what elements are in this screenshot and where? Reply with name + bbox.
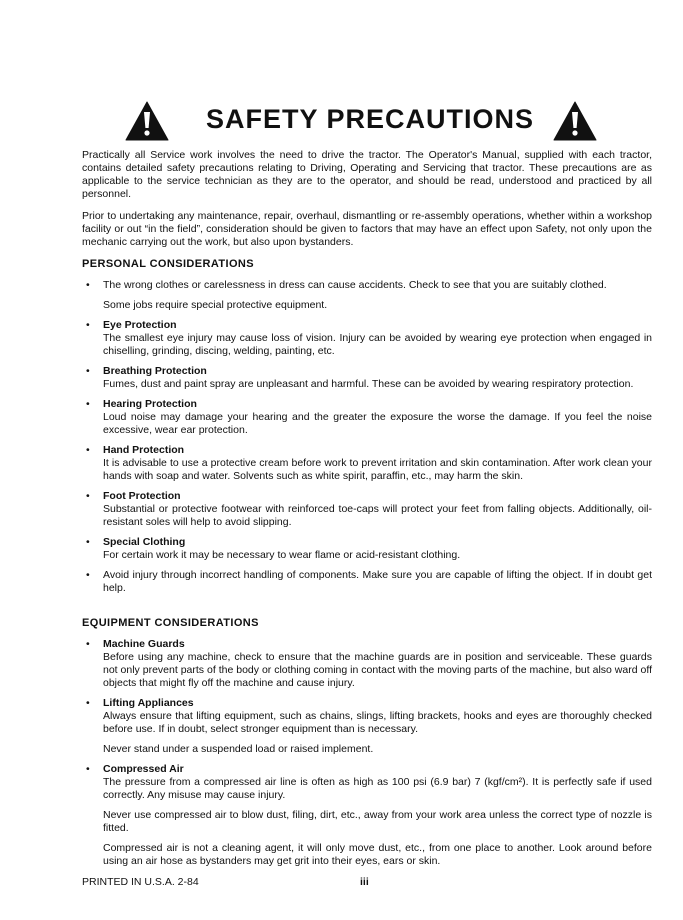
item-title: Compressed Air — [103, 763, 184, 775]
list-item — [82, 319, 652, 358]
bullet-icon: • — [86, 490, 90, 502]
document-body — [82, 149, 652, 875]
list-item — [82, 490, 652, 529]
item-note: Never use compressed air to blow dust, filing, dirt, etc., away from your work area unless the correct type of nozzle is fitted. — [103, 809, 652, 834]
list-item — [82, 279, 652, 312]
bullet-icon: • — [86, 319, 90, 331]
intro-paragraph: Practically all Service work involves the need to drive the tractor. The Operator's Manual, supplied with each tractor, contains detailed safety precautions relating to Driving, Operating and Servicing that tractor. These precautions are as applicable to the service technician as they are to the operator, and should be read, understood and practiced by all personnel. — [82, 149, 652, 200]
bullet-icon: • — [86, 638, 90, 650]
item-text: The pressure from a compressed air line is often as high as 100 psi (6.9 bar) 7 (kgf/cm²). It is perfectly safe if used correctly. Any misuse may cause injury. — [103, 776, 652, 801]
item-note: Compressed air is not a cleaning agent, it will only move dust, etc., from one place to another. Look around before using an air hose as bystanders may get grit into their eyes, ears or skin. — [103, 842, 652, 867]
bullet-icon: • — [86, 697, 90, 709]
item-title: Foot Protection — [103, 490, 181, 502]
item-text: For certain work it may be necessary to wear flame or acid-resistant clothing. — [103, 549, 461, 561]
item-note: Never stand under a suspended load or raised implement. — [103, 743, 374, 755]
warning-triangle-icon — [553, 101, 597, 141]
item-title: Eye Protection — [103, 319, 177, 331]
warning-triangle-icon — [125, 101, 169, 141]
print-info: PRINTED IN U.S.A. 2-84 — [82, 876, 199, 888]
item-title: Breathing Protection — [103, 365, 207, 377]
section-heading-personal: PERSONAL CONSIDERATIONS — [82, 258, 254, 270]
list-item — [82, 398, 652, 437]
intro-paragraph: Prior to undertaking any maintenance, repair, overhaul, dismantling or re-assembly operations, whether within a workshop facility or out “in the field”, consideration should be given to factors that may have an effect upon Safety, not only upon the mechanic carrying out the work, but also upon bystanders. — [82, 210, 652, 248]
page-title: SAFETY PRECAUTIONS — [205, 104, 535, 134]
bullet-icon: • — [86, 279, 90, 291]
item-text: Substantial or protective footwear with reinforced toe-caps will protect your feet from falling objects. Additionally, oil-resistant soles will help to avoid slipping. — [103, 503, 652, 528]
item-text: It is advisable to use a protective cream before work to prevent irritation and skin contamination. After work clean your hands with soap and water. Solvents such as white spirit, paraffin, etc., may harm the skin. — [103, 457, 652, 482]
item-note: Some jobs require special protective equipment. — [103, 299, 328, 311]
item-text: Always ensure that lifting equipment, such as chains, slings, lifting brackets, hooks and eyes are thoroughly checked before use. If in doubt, select stronger equipment than is necessary. — [103, 710, 652, 735]
list-item — [82, 569, 652, 595]
item-title: Hand Protection — [103, 444, 185, 456]
item-title: Special Clothing — [103, 536, 186, 548]
item-text: The smallest eye injury may cause loss of vision. Injury can be avoided by wearing eye protection when engaged in chiselling, grinding, discing, welding, painting, etc. — [103, 332, 652, 357]
item-title: Machine Guards — [103, 638, 185, 650]
list-item — [82, 697, 652, 756]
item-title: Lifting Appliances — [103, 697, 194, 709]
item-title: Hearing Protection — [103, 398, 197, 410]
page-footer — [82, 876, 652, 890]
bullet-icon: • — [86, 569, 90, 581]
bullet-icon: • — [86, 536, 90, 548]
list-item — [82, 444, 652, 483]
item-text: Before using any machine, check to ensure that the machine guards are in position and serviceable. These guards not only prevent parts of the body or clothing coming in contact with the moving parts of the machine, but also ward off objects that might fly off the machine and cause injury. — [103, 651, 652, 689]
list-item — [82, 365, 652, 391]
item-text: Avoid injury through incorrect handling of components. Make sure you are capable of lifting the object. If in doubt get help. — [103, 569, 652, 594]
item-text: The wrong clothes or carelessness in dress can cause accidents. Check to see that you are suitably clothed. — [103, 279, 607, 291]
bullet-icon: • — [86, 365, 90, 377]
title-row — [0, 98, 683, 148]
section-heading-equipment: EQUIPMENT CONSIDERATIONS — [82, 617, 259, 629]
page-number: iii — [360, 876, 369, 888]
item-text: Loud noise may damage your hearing and the greater the exposure the worse the damage. If you feel the noise excessive, wear ear protection. — [103, 411, 652, 436]
bullet-icon: • — [86, 444, 90, 456]
list-item — [82, 536, 652, 562]
list-item — [82, 638, 652, 690]
list-item — [82, 763, 652, 868]
bullet-icon: • — [86, 398, 90, 410]
bullet-icon: • — [86, 763, 90, 775]
item-text: Fumes, dust and paint spray are unpleasant and harmful. These can be avoided by wearing respiratory protection. — [103, 378, 634, 390]
